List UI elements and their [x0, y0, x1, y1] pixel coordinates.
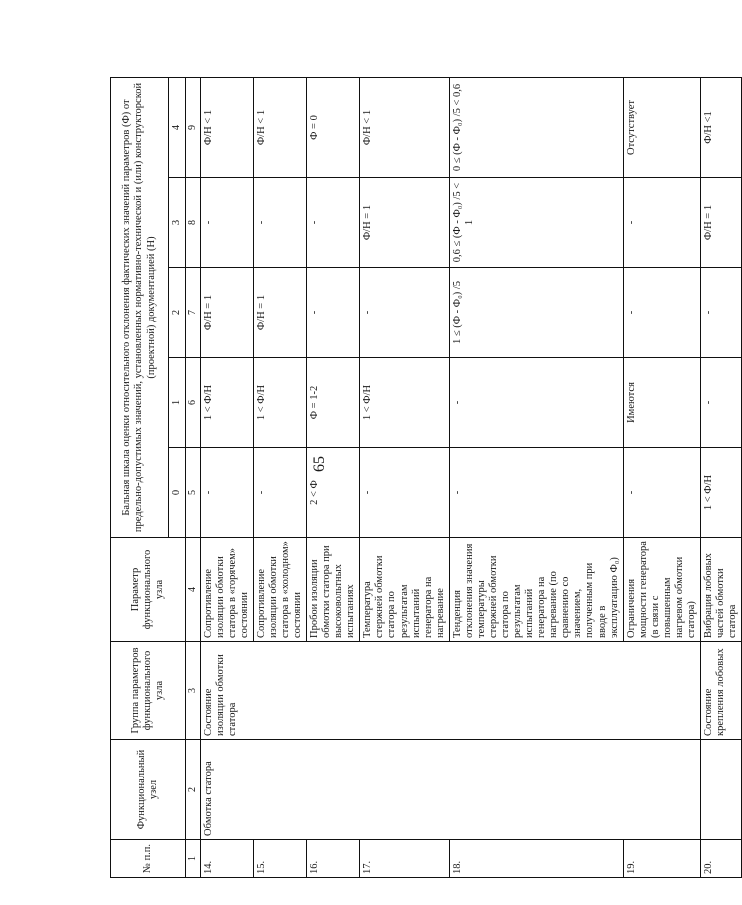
- table-row: [701, 77, 742, 877]
- row-score-3: -: [253, 178, 306, 268]
- row-param: Сопротивление изоляции обмотки статора в «холодном» состоянии: [253, 538, 306, 642]
- row-score-2: -: [701, 268, 742, 358]
- row-score-3: -: [307, 178, 360, 268]
- header-score: 3: [169, 178, 186, 268]
- row-score-3: -: [623, 178, 700, 268]
- row-score-1: -: [449, 358, 623, 448]
- row-score-2: 1 ≤ (Ф - Ф₀) /5: [449, 268, 623, 358]
- row-score-4: Ф/Н < 1: [253, 77, 306, 177]
- row-score-1: Имеются: [623, 358, 700, 448]
- row-score-0: 2 < Ф: [307, 448, 360, 538]
- row-score-0: -: [253, 448, 306, 538]
- row-param: Пробои изоляции обмотки статора при высоковольтных испытаниях: [307, 538, 360, 642]
- row-score-2: -: [623, 268, 700, 358]
- row-no: 16.: [307, 840, 360, 878]
- row-score-0: -: [200, 448, 253, 538]
- row-score-4: 0 ≤ (Ф - Ф₀) /5 < 0,6: [449, 77, 623, 177]
- row-score-2: Ф/Н = 1: [253, 268, 306, 358]
- row-score-0: -: [623, 448, 700, 538]
- header-group: Группа параметров функционального узла: [111, 642, 186, 740]
- column-number: 7: [186, 268, 201, 358]
- row-score-2: Ф/Н = 1: [200, 268, 253, 358]
- row-score-3: -: [200, 178, 253, 268]
- column-number: 9: [186, 77, 201, 177]
- row-score-4: Ф/Н < 1: [200, 77, 253, 177]
- row-param: Ограничения мощности генератора (в связи с повышенным нагревом обмотки статора): [623, 538, 700, 642]
- row-unit: Обмотка статора: [200, 740, 700, 840]
- row-score-4: Ф/Н <1: [701, 77, 742, 177]
- column-number: 6: [186, 358, 201, 448]
- header-score: 1: [169, 358, 186, 448]
- rotated-table-container: [110, 78, 739, 878]
- row-score-4: Ф/Н < 1: [360, 77, 449, 177]
- row-score-0: -: [360, 448, 449, 538]
- row-group: Состояние крепления лобовых: [701, 642, 742, 740]
- page-number: 65: [311, 456, 328, 472]
- column-number: 5: [186, 448, 201, 538]
- row-score-3: Ф/Н = 1: [701, 178, 742, 268]
- header-score: 2: [169, 268, 186, 358]
- row-param: Сопротивление изоляции обмотки статора в «горячем» состоянии: [200, 538, 253, 642]
- row-score-3: 0,6 ≤ (Ф - Ф₀) /5 < 1: [449, 178, 623, 268]
- header-scale: Бальная шкала оценки относительного отклонения фактических значений параметров (Ф) от предельно-допустимых значений, установленных нормативно-технической и (или) конструкторской (проектной) документацией (Н): [111, 77, 169, 537]
- row-no: 15.: [253, 840, 306, 878]
- header-score: 4: [169, 77, 186, 177]
- row-no: 17.: [360, 840, 449, 878]
- header-param: Параметр функционального узла: [111, 538, 186, 642]
- row-unit: [701, 740, 742, 840]
- row-score-0: 1 < Ф/Н: [701, 448, 742, 538]
- row-score-1: 1 < Ф/Н: [360, 358, 449, 448]
- row-param: Температура стержней обмотки статора по результатам испытаний генератора на нагревание: [360, 538, 449, 642]
- row-score-2: -: [360, 268, 449, 358]
- column-number: 1: [186, 840, 201, 878]
- row-score-1: Ф = 1-2: [307, 358, 360, 448]
- table-row: [200, 77, 253, 877]
- row-score-0: -: [449, 448, 623, 538]
- row-score-3: Ф/Н = 1: [360, 178, 449, 268]
- row-group: Состояние изоляции обмотки статора: [200, 642, 700, 740]
- assessment-table: [110, 77, 742, 878]
- row-no: 18.: [449, 840, 623, 878]
- row-no: 19.: [623, 840, 700, 878]
- row-param: Тенденция отклонения значения температуры стержней обмотки статора по результатам испытаний генератора на нагревание (по сравнению со значением, полученным при вводе в эксплуатацию Ф₀): [449, 538, 623, 642]
- row-score-4: Отсутствует: [623, 77, 700, 177]
- column-number: 8: [186, 178, 201, 268]
- row-score-1: 1 < Ф/Н: [253, 358, 306, 448]
- row-score-4: Ф = 0: [307, 77, 360, 177]
- row-score-2: -: [307, 268, 360, 358]
- column-number: 2: [186, 740, 201, 840]
- column-number: 3: [186, 642, 201, 740]
- column-number: 4: [186, 538, 201, 642]
- row-param: Вибрация лобовых частей обмотки статора: [701, 538, 742, 642]
- row-no: 14.: [200, 840, 253, 878]
- header-no: № п.п.: [111, 840, 186, 878]
- row-score-1: 1 < Ф/Н: [200, 358, 253, 448]
- header-unit: Функциональный узел: [111, 740, 186, 840]
- row-score-1: -: [701, 358, 742, 448]
- row-no: 20.: [701, 840, 742, 878]
- header-score: 0: [169, 448, 186, 538]
